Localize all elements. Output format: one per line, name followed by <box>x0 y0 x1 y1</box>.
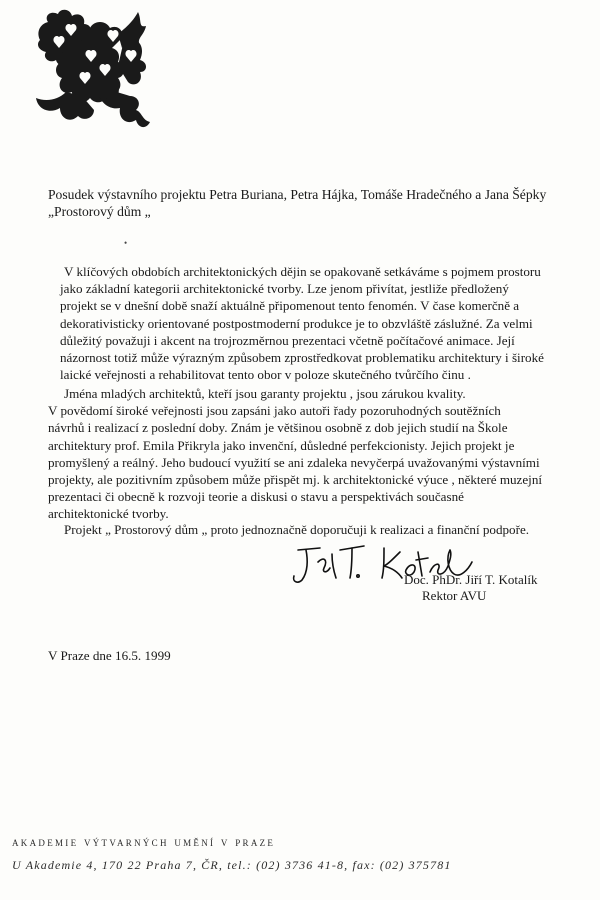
paragraph-3 <box>64 521 529 538</box>
paragraph-line: Projekt „ Prostorový dům „ proto jednoznačně doporučuji k realizaci a finanční podpoře. <box>64 522 530 537</box>
paragraph-line: projekty, ale pozitivním způsobem může přispět mj. k architektonické výuce , některé muzejní <box>48 472 543 488</box>
paragraph-line: architektonické tvorby. <box>48 506 169 522</box>
paragraph-line: V povědomí široké veřejnosti jsou zapsáni jako autoři řady pozoruhodných soutěžních <box>48 403 501 419</box>
paragraph-line: jako základní kategorii architektonické tvorby. Lze jenom přivítat, jestliže předložený <box>60 281 509 297</box>
document-heading <box>48 186 588 220</box>
footer-institution: akademie výtvarných umění v praze <box>12 834 276 849</box>
paragraph-line: architektury prof. Emila Přikryla jako invenční, důsledné perfekcionisty. Jejich projekt je <box>48 437 515 453</box>
small-mark: • <box>124 238 128 248</box>
footer-address: U Akademie 4, 170 22 Praha 7, ČR, tel.: (02) 3736 41-8, fax: (02) 375781 <box>12 858 452 872</box>
paragraph-line: důležitý považuji i akcent na trojrozměrnou prezentaci včetně počítačové animace. Její <box>60 332 515 348</box>
paragraph-line: laické veřejnosti a rehabilitovat tento obor v poloze skutečného tvůrčího činu . <box>60 367 471 383</box>
heading-line-2: „Prostorový dům „ <box>48 204 151 219</box>
heading-line-1: Posudek výstavního projektu Petra Buriana, Petra Hájka, Tomáše Hradečného a Jana Šépky <box>48 187 547 202</box>
czech-lion-icon <box>14 6 164 136</box>
paragraph-line: projekt se v dnešní době snaží aktuálně připomenout tento fenomén. V čase komerčně a <box>60 298 520 314</box>
signatory-name: Doc. PhDr. Jiří T. Kotalík <box>404 572 538 587</box>
paragraph-line: prezentaci či obecně k rozvoji teorie a diskusi o stavu a perspektivách současné <box>48 489 464 505</box>
paragraph-line: Jména mladých architektů, kteří jsou garanty projektu , jsou zárukou kvality. <box>64 386 466 401</box>
paragraph-line: V klíčových obdobích architektonických dějin se opakovaně setkáváme s pojmem prostoru <box>64 264 541 279</box>
paragraph-line: dekorativisticky orientované postpostmoderní produkce je to obzvláště záslužné. Za velmi <box>60 315 533 331</box>
paragraph-line: názornost totiž může výrazným způsobem zprostředkovat problematiku architektury i široké <box>60 350 544 366</box>
paragraph-line: promyšlený a reálný. Jeho budoucí využití se ani zdaleka nevyčerpá uvažovanými výstavními <box>48 454 540 470</box>
paragraph-line: návrhů i realizací z poslední doby. Znám je většinou osobně z dob jejich studií na Škole <box>48 420 508 436</box>
document-date: V Praze dne 16.5. 1999 <box>48 648 171 663</box>
signatory-role: Rektor AVU <box>422 588 487 603</box>
paragraph-2 <box>48 385 542 523</box>
paragraph-1 <box>60 263 544 383</box>
signatory-block <box>404 572 538 604</box>
